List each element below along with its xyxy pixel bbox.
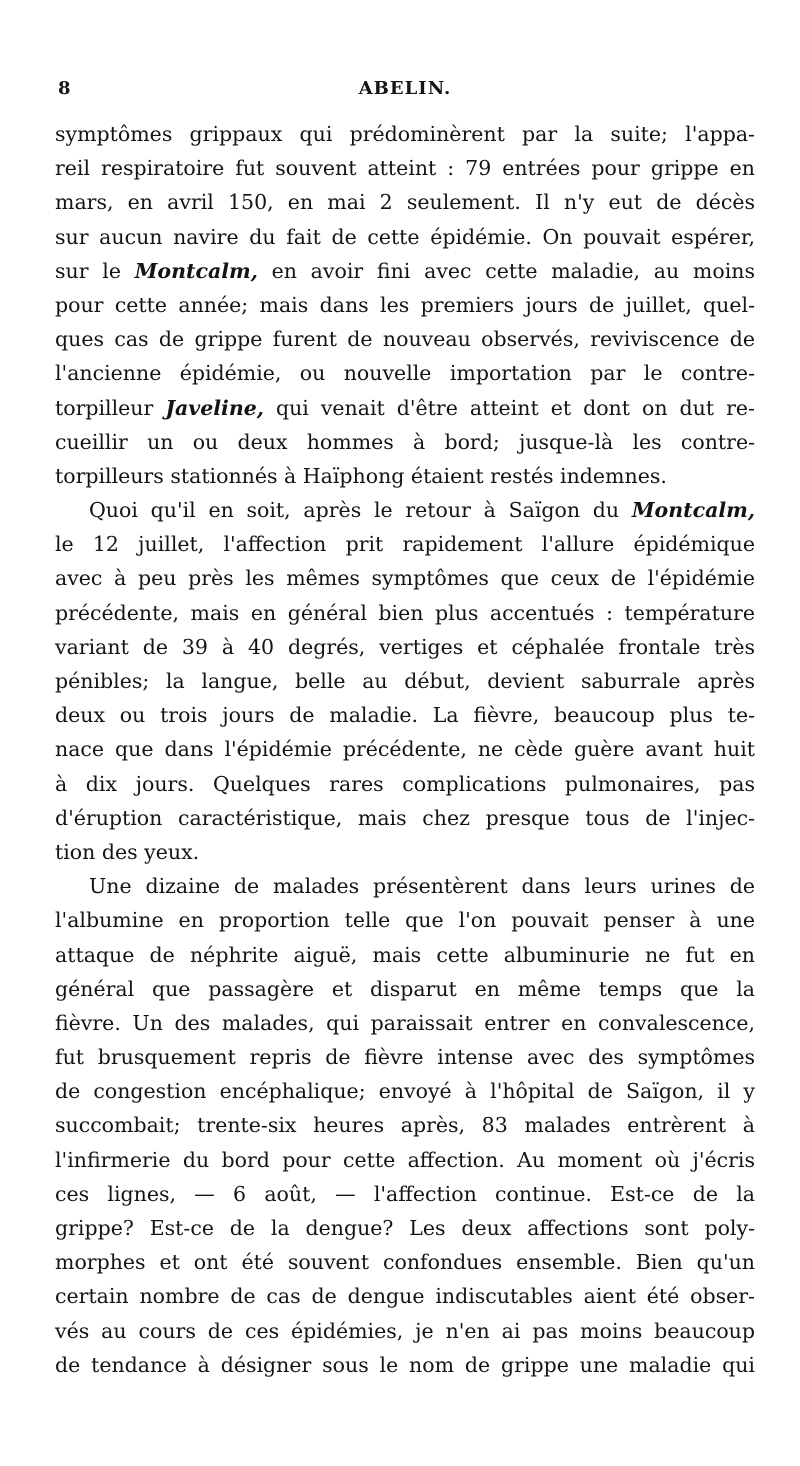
text-line: général que passagère et disparut en même temps que la: [55, 976, 755, 1001]
text-line: torpilleurs stationnés à Haïphong étaient restés indemnes.: [55, 463, 667, 488]
text-line: symptômes grippaux qui prédominèrent par la suite; l'appa-: [55, 122, 755, 146]
text-line: morphes et ont été souvent confondues ensemble. Bien qu'un: [55, 1250, 755, 1275]
text-line: de congestion encéphalique; envoyé à l'hôpital de Saïgon, il y: [55, 1079, 755, 1104]
text-line: cueillir un ou deux hommes à bord; jusque-là les contre-: [55, 429, 755, 454]
text-line: pour cette année; mais dans les premiers jours de juillet, quel-: [55, 292, 755, 317]
text-fragment: Quoi qu'il en soit, après le retour à Saïgon du: [89, 498, 620, 523]
page-number: 8: [58, 78, 71, 99]
text-line: le 12 juillet, l'affection prit rapidement l'allure épidémique: [55, 532, 755, 557]
text-fragment: en avoir fini avec cette maladie, au moins: [271, 258, 755, 283]
text-line: reil respiratoire fut souvent atteint : 79 entrées pour grippe en: [55, 156, 755, 181]
text-line: nace que dans l'épidémie précédente, ne cède guère avant huit: [55, 737, 755, 762]
running-header: [58, 78, 752, 108]
text-line: ces lignes, — 6 août, — l'affection continue. Est-ce de la: [55, 1181, 755, 1206]
text-line: succombait; trente-six heures après, 83 malades entrèrent à: [55, 1113, 755, 1138]
text-line: l'albumine en proportion telle que l'on pouvait penser à une: [55, 908, 755, 933]
text-line: de tendance à désigner sous le nom de grippe une maladie qui: [55, 1352, 755, 1377]
ship-name-montcalm: Montcalm,: [134, 258, 258, 283]
text-line: fut brusquement repris de fièvre intense avec des symptômes: [55, 1045, 755, 1070]
text-line: l'ancienne épidémie, ou nouvelle importation par le contre-: [55, 361, 755, 386]
ship-name-montcalm: Montcalm,: [631, 498, 755, 523]
text-line: [55, 254, 755, 288]
text-line: à dix jours. Quelques rares complications pulmonaires, pas: [55, 771, 755, 796]
text-line: grippe? Est-ce de la dengue? Les deux affections sont poly-: [55, 1216, 755, 1240]
ship-name-javeline: Javeline,: [165, 395, 264, 420]
text-fragment: qui venait d'être atteint et dont on dut re-: [275, 395, 755, 420]
text-line: variant de 39 à 40 degrés, vertiges et céphalée frontale très: [55, 634, 755, 659]
text-line: pénibles; la langue, belle au début, devient saburrale après: [55, 669, 755, 693]
text-line: deux ou trois jours de maladie. La fièvre, beaucoup plus te-: [55, 703, 755, 728]
text-fragment: sur le: [55, 258, 121, 283]
text-line: vés au cours de ces épidémies, je n'en ai pas moins beaucoup: [55, 1318, 755, 1343]
text-line: certain nombre de cas de dengue indiscutables aient été obser-: [55, 1284, 755, 1309]
text-fragment: torpilleur: [55, 395, 154, 420]
body-text: [55, 117, 755, 1382]
text-line: tion des yeux.: [55, 839, 200, 864]
text-line: précédente, mais en général bien plus accentués : température: [55, 600, 755, 625]
text-line: Une dizaine de malades présentèrent dans leurs urines de: [89, 874, 755, 899]
text-line: l'infirmerie du bord pour cette affection. Au moment où j'écris: [55, 1147, 755, 1172]
text-line: attaque de néphrite aiguë, mais cette albuminurie ne fut en: [55, 942, 755, 967]
text-line: [55, 391, 755, 425]
text-line: sur aucun navire du fait de cette épidémie. On pouvait espérer,: [55, 224, 755, 249]
text-line: avec à peu près les mêmes symptômes que ceux de l'épidémie: [55, 566, 755, 591]
text-line: d'éruption caractéristique, mais chez presque tous de l'injec-: [55, 805, 755, 830]
text-line: [55, 493, 755, 527]
running-title: ABELIN.: [358, 78, 452, 99]
text-line: mars, en avril 150, en mai 2 seulement. Il n'y eut de décès: [55, 190, 755, 215]
text-line: fièvre. Un des malades, qui paraissait entrer en convalescence,: [55, 1010, 755, 1035]
text-line: ques cas de grippe furent de nouveau observés, reviviscence de: [55, 327, 755, 352]
